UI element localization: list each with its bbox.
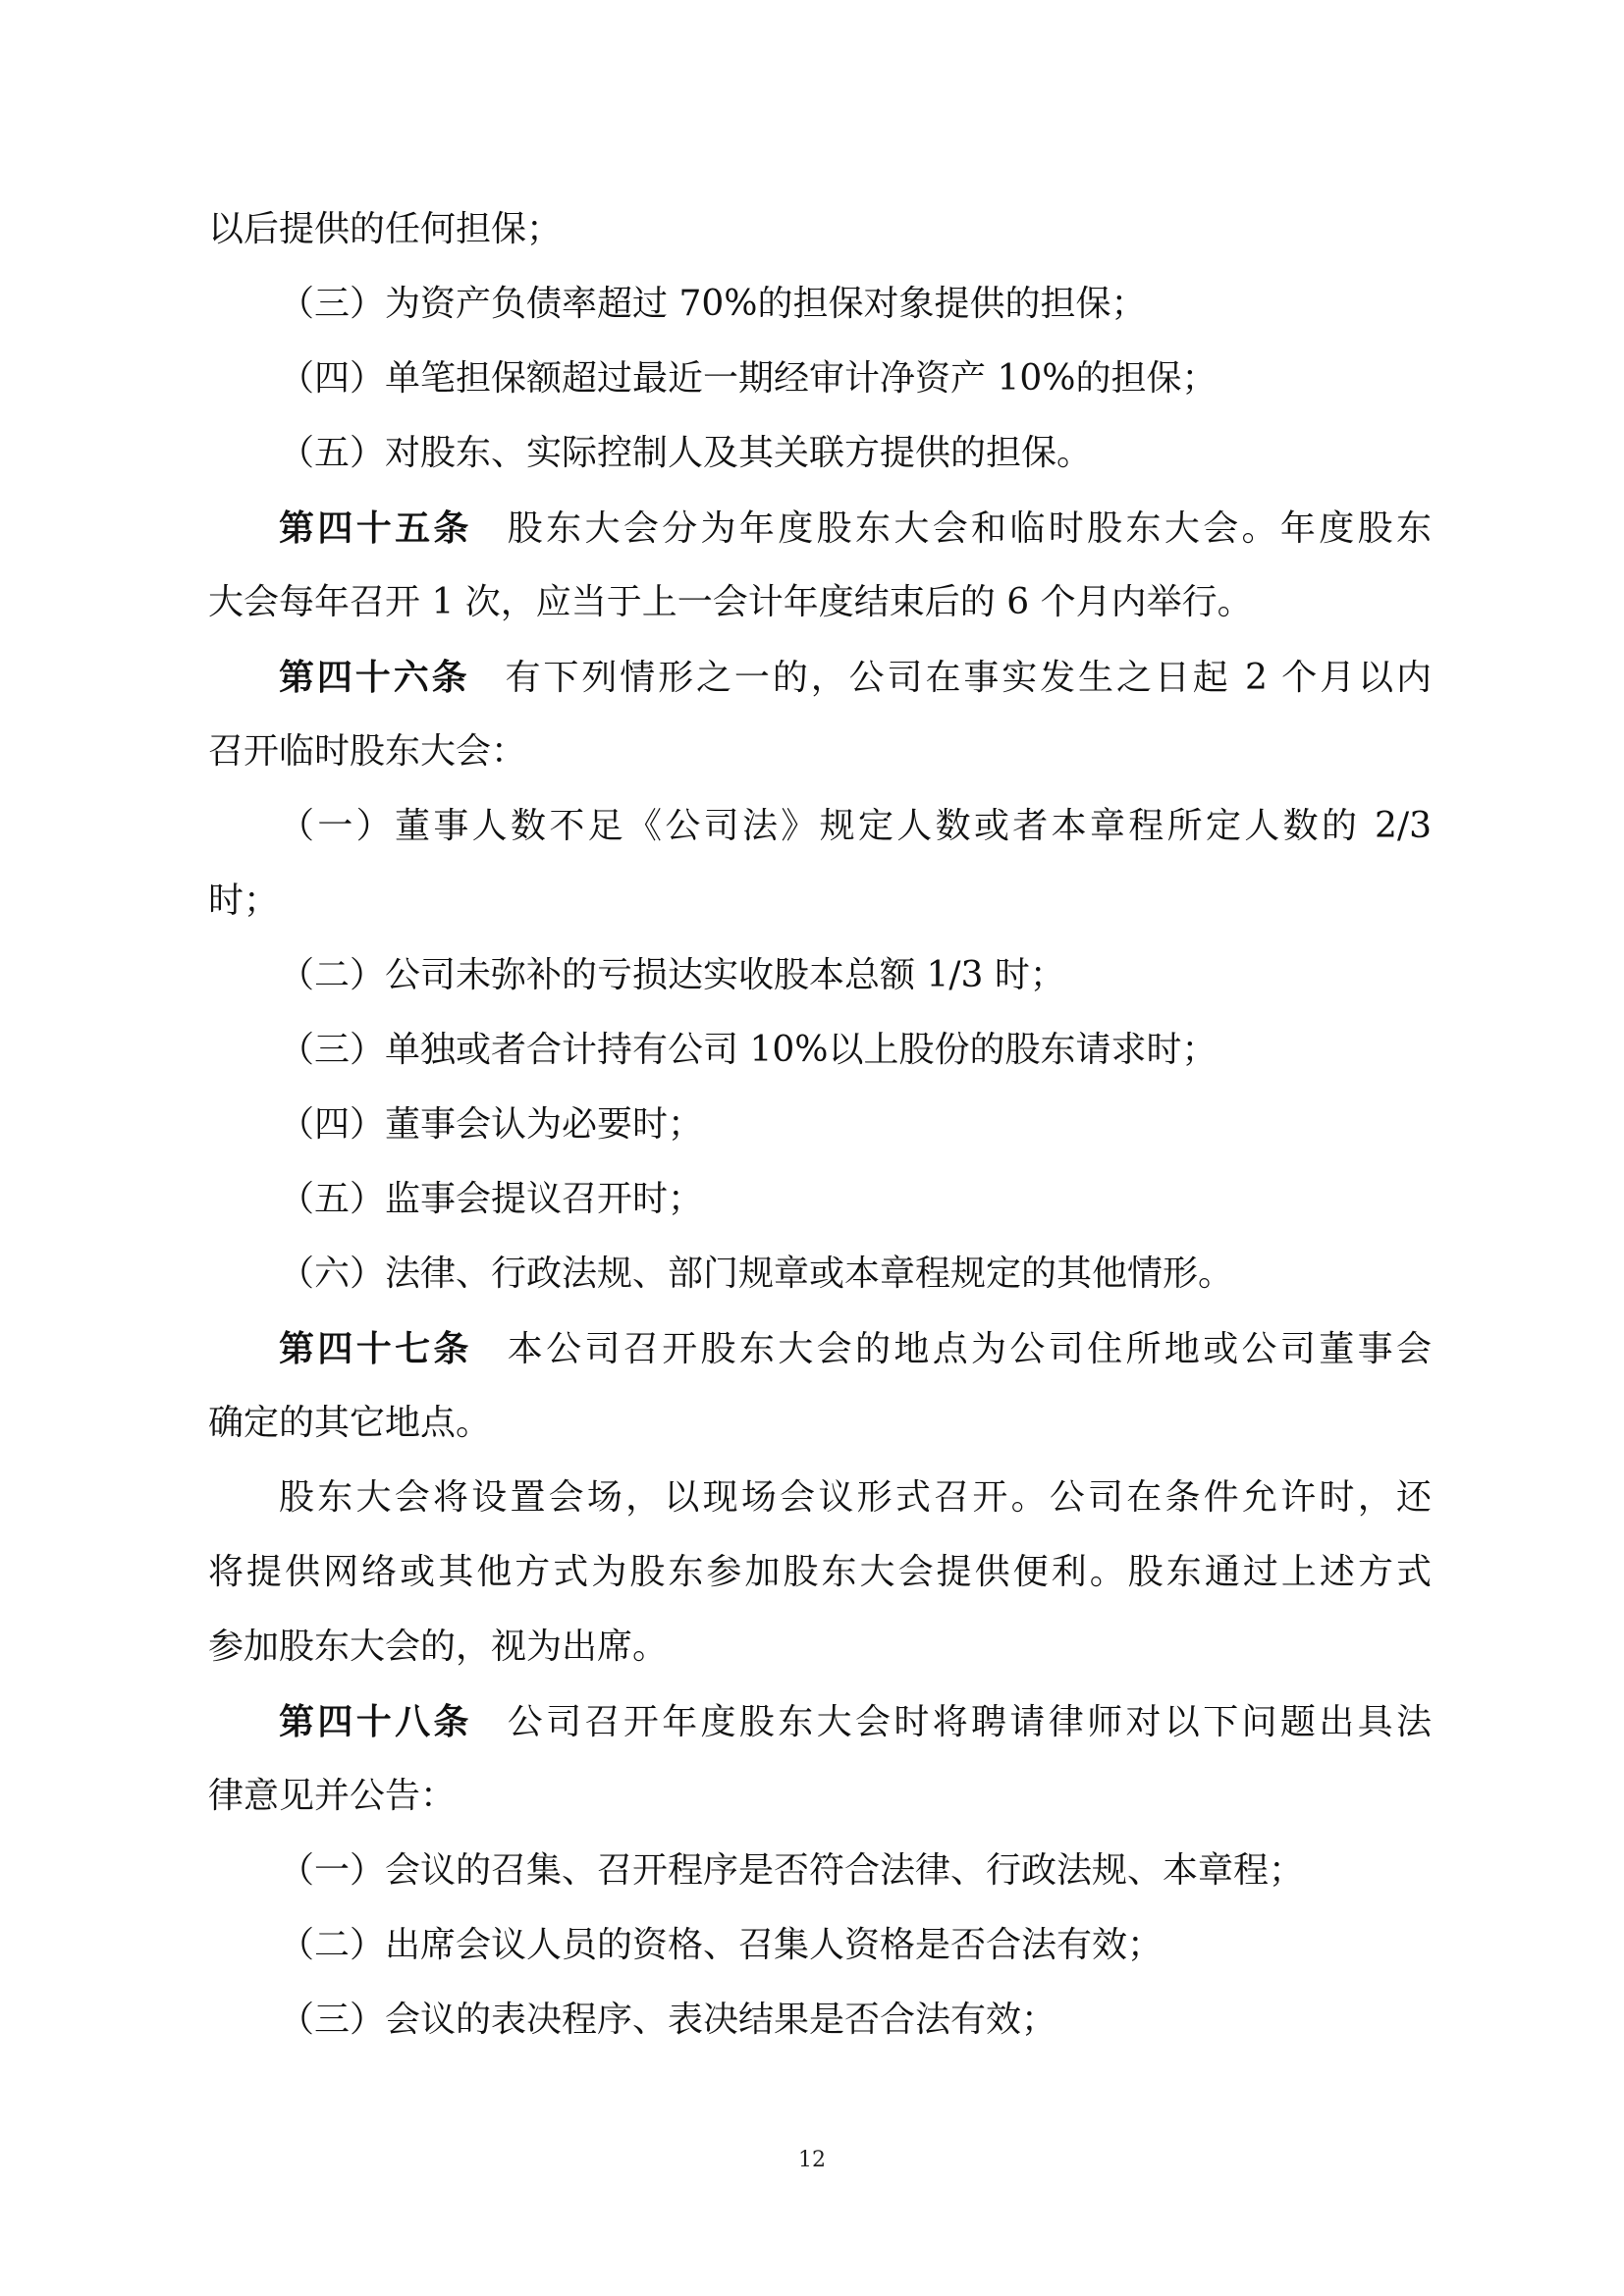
text-line: 律意见并公告： [208, 1776, 457, 1816]
text-line: 以后提供的任何担保； [208, 209, 563, 249]
text-span: 本公司召开股东大会的地点为公司住所地或公司董事会 [507, 1329, 1432, 1369]
text-line: 时； [208, 881, 280, 921]
text-line: 将提供网络或其他方式为股东参加股东大会提供便利。股东通过上述方式 [208, 1552, 1432, 1592]
page-number: 12 [798, 2148, 826, 2172]
text-line: 大会每年召开 1 次，应当于上一会计年度结束后的 6 个月内举行。 [208, 582, 1253, 622]
list-item: （四）董事会认为必要时； [279, 1104, 704, 1145]
article-number: 第四十七条 [279, 1328, 472, 1369]
list-item: （二）出席会议人员的资格、召集人资格是否合法有效； [279, 1925, 1164, 1965]
list-item: （二）公司未弥补的亏损达实收股本总额 1/3 时； [279, 955, 1065, 995]
text-span: 股东大会分为年度股东大会和临时股东大会。年度股东 [507, 508, 1432, 549]
text-line: 参加股东大会的，视为出席。 [208, 1627, 669, 1667]
text-line: 确定的其它地点。 [208, 1403, 492, 1443]
list-item: （一）董事人数不足《公司法》规定人数或者本章程所定人数的 2/3 [279, 806, 1432, 846]
article-number: 第四十五条 [279, 507, 472, 549]
list-item: （三）为资产负债率超过 70%的担保对象提供的担保； [279, 284, 1147, 324]
list-item: （一）会议的召集、召开程序是否符合法律、行政法规、本章程； [279, 1850, 1305, 1891]
text-span: 有下列情形之一的，公司在事实发生之日起 2 个月以内 [505, 658, 1432, 698]
article-46-line-1 [279, 650, 1432, 705]
article-number: 第四十六条 [279, 657, 470, 698]
article-number: 第四十八条 [279, 1701, 472, 1742]
list-item: （三）单独或者合计持有公司 10%以上股份的股东请求时； [279, 1030, 1218, 1070]
list-item: （三）会议的表决程序、表决结果是否合法有效； [279, 2000, 1057, 2040]
article-45-line-1 [279, 501, 1432, 556]
article-48-line-1 [279, 1694, 1432, 1749]
list-item: （五）对股东、实际控制人及其关联方提供的担保。 [279, 433, 1093, 473]
list-item: （六）法律、行政法规、部门规章或本章程规定的其他情形。 [279, 1254, 1234, 1294]
article-47-line-1 [279, 1321, 1432, 1376]
text-span: 公司召开年度股东大会时将聘请律师对以下问题出具法 [507, 1702, 1432, 1742]
list-item: （四）单笔担保额超过最近一期经审计净资产 10%的担保； [279, 358, 1218, 399]
text-line: 股东大会将设置会场，以现场会议形式召开。公司在条件允许时，还 [279, 1477, 1432, 1518]
text-line: 召开临时股东大会： [208, 731, 527, 772]
list-item: （五）监事会提议召开时； [279, 1179, 704, 1219]
